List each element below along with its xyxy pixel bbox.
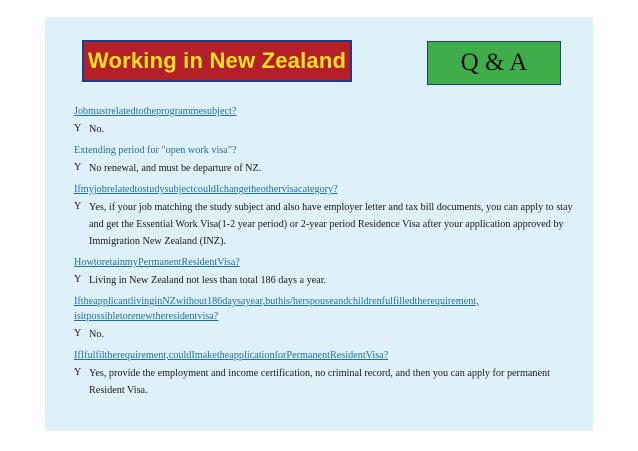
question-text: Extending period for "open work visa"?	[74, 145, 237, 156]
qa-item	[74, 104, 574, 138]
question-link[interactable]: IfIfulfiltherequirement,couldImaketheapplicationforPermanentResidentVisa?	[74, 350, 389, 361]
answer	[74, 121, 574, 138]
bullet-marker: Y	[74, 123, 82, 134]
qa-badge	[427, 41, 561, 85]
bullet-marker: Y	[74, 162, 82, 173]
answer	[74, 160, 574, 177]
qa-badge-label: Q & A	[460, 49, 528, 76]
answer	[74, 199, 574, 250]
qa-item	[74, 348, 574, 399]
question-link[interactable]: Jobmustrelatedtotheprogrammesubject?	[74, 106, 237, 117]
answer-text: Yes, provide the employment and income certification, no criminal record, and then you can apply for permanent Resident Visa.	[89, 368, 550, 396]
qa-item	[74, 182, 574, 250]
bullet-marker: Y	[74, 274, 82, 285]
qa-item	[74, 294, 574, 343]
answer	[74, 326, 574, 343]
answer-text: No renewal, and must be departure of NZ.	[89, 163, 262, 174]
answer-text: No.	[89, 124, 104, 135]
question-link[interactable]: IfmyjobrelatedtostudysubjectcouldIchangetheothervisacategory?	[74, 184, 338, 195]
question-link[interactable]: IftheapplicantlivinginNZwithout186daysayear,buthis/herspouseandchildrenfulfilledtherequirement, isitpossibletorenewtheresidentvisa?	[74, 296, 479, 322]
answer-text: No.	[89, 329, 104, 340]
title-banner	[82, 40, 352, 82]
question-link[interactable]: HowtoretainmyPermanentResidentVisa?	[74, 257, 240, 268]
bullet-marker: Y	[74, 201, 82, 212]
qa-item	[74, 255, 574, 289]
qa-list	[74, 104, 574, 404]
answer	[74, 272, 574, 289]
slide-title: Working in New Zealand	[87, 48, 347, 73]
answer-text: Living in New Zealand not less than total 186 days a year.	[89, 275, 327, 286]
answer	[74, 365, 574, 399]
bullet-marker: Y	[74, 367, 82, 378]
qa-item	[74, 143, 574, 177]
answer-text: Yes, if your job matching the study subject and also have employer letter and tax bill documents, you can apply to stay and get the Essential Work Visa(1-2 year period) or 2-year period Residence Visa after your application approved by Immigration New Zealand (INZ).	[89, 202, 573, 247]
bullet-marker: Y	[74, 328, 82, 339]
